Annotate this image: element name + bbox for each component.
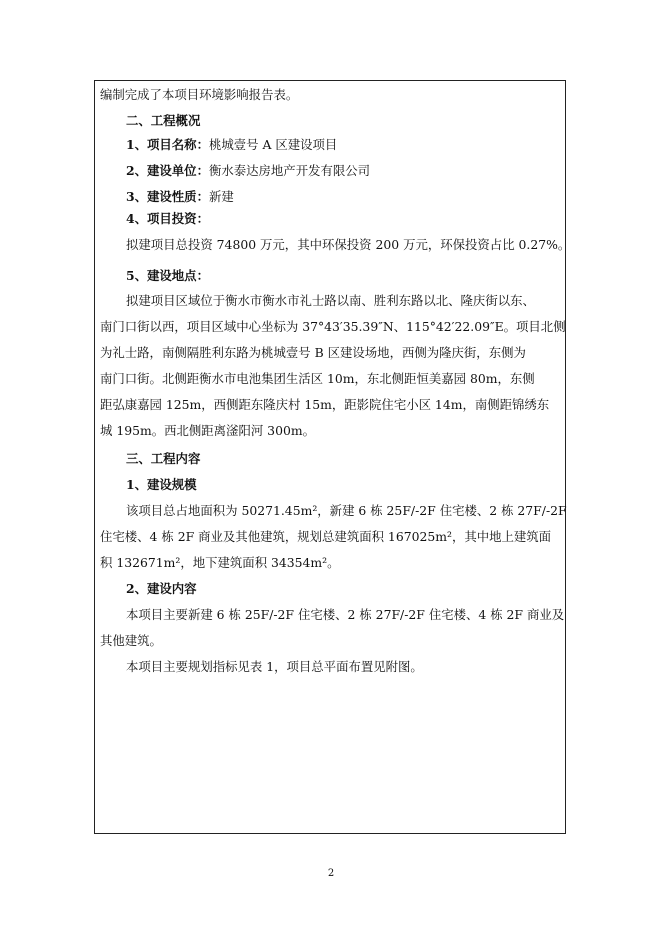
builder-label: 2、建设单位： (126, 163, 209, 178)
nature-value: 新建 (208, 189, 234, 204)
nature-row (100, 188, 568, 206)
location-text-line: 南门口街以西，项目区域中心坐标为 37°43′35.39″N、115°42′22.09″E。项目北侧 (100, 319, 566, 334)
location-label: 5、建设地点： (126, 268, 209, 283)
location-text-line: 为礼士路，南侧隔胜利东路为桃城壹号 B 区建设场地，西侧为隆庆街，东侧为 (100, 345, 526, 360)
scale-label: 1、建设规模 (126, 477, 197, 492)
nature-label: 3、建设性质： (126, 189, 209, 204)
page-number: 2 (327, 868, 335, 879)
intro-line: 编制完成了本项目环境影响报告表。 (100, 87, 299, 102)
content-label: 2、建设内容 (126, 581, 197, 596)
location-text-line: 距弘康嘉园 125m，西侧距东隆庆村 15m，距影院住宅小区 14m，南侧距锦绣东 (100, 397, 550, 412)
project-name-row (100, 136, 568, 154)
content-text-line: 本项目主要新建 6 栋 25F/-2F 住宅楼、2 栋 27F/-2F 住宅楼、4 栋 2F 商业及 (126, 607, 565, 622)
location-text-line: 南门口街。北侧距衡水市电池集团生活区 10m，东北侧距恒美嘉园 80m，东侧 (100, 371, 535, 386)
content-text-line: 其他建筑。 (100, 633, 162, 648)
investment-label: 4、项目投资： (126, 211, 209, 226)
scale-text-line: 该项目总占地面积为 50271.45m²，新建 6 栋 25F/-2F 住宅楼、2 栋 27F/-2F (126, 503, 567, 518)
project-name-label: 1、项目名称： (126, 137, 209, 152)
scale-text-line: 积 132671m²，地下建筑面积 34354m²。 (100, 555, 340, 570)
builder-value: 衡水泰达房地产开发有限公司 (208, 163, 371, 178)
builder-row (100, 162, 568, 180)
section-heading-content: 三、工程内容 (126, 451, 201, 466)
scale-text-line: 住宅楼、4 栋 2F 商业及其他建筑，规划总建筑面积 167025m²，其中地上建筑面 (100, 529, 552, 544)
location-text-line: 城 195m。西北侧距离滏阳河 300m。 (100, 423, 315, 438)
indicator-note: 本项目主要规划指标见表 1，项目总平面布置见附图。 (126, 659, 423, 674)
location-text-line: 拟建项目区域位于衡水市衡水市礼士路以南、胜利东路以北、隆庆街以东、 (126, 293, 535, 308)
section-heading-overview: 二、工程概况 (126, 113, 201, 128)
investment-text: 拟建项目总投资 74800 万元，其中环保投资 200 万元，环保投资占比 0.27%。 (126, 237, 571, 252)
project-name-value: 桃城壹号 A 区建设项目 (208, 137, 338, 152)
